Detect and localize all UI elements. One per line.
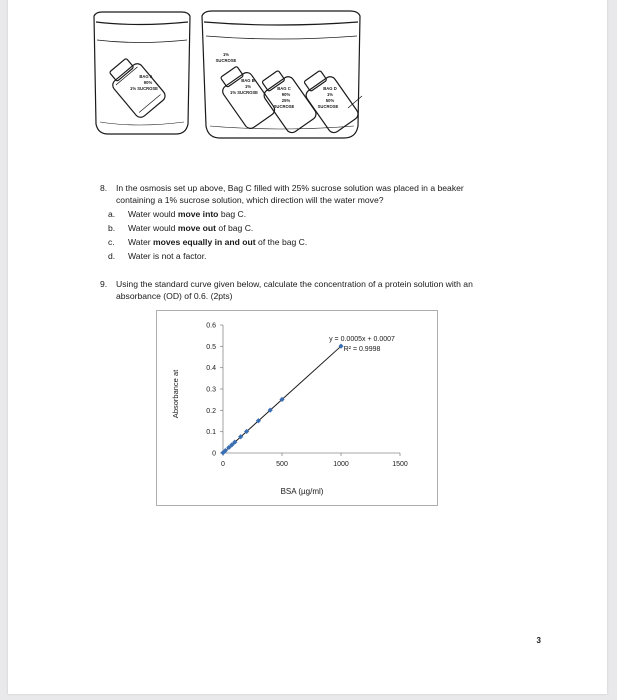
document-page <box>8 0 607 694</box>
x-tick-label: 0 <box>221 461 225 468</box>
trendline-r-squared: R² = 0.9998 <box>343 346 381 353</box>
x-tick-label: 1500 <box>392 461 408 468</box>
question-9-number: 9. <box>100 279 108 289</box>
y-tick-label: 0.6 <box>206 322 216 330</box>
bag-b-label-2: 1% <box>244 84 252 89</box>
bag-c-label-3: 25% <box>281 98 291 103</box>
question-9-line-1: Using the standard curve given below, calculate the concentration of a protein solution with an <box>116 279 473 289</box>
x-tick-label: 1000 <box>333 461 349 468</box>
question-8-option-a: a. Water would move into bag C. <box>108 209 247 219</box>
standard-curve-chart <box>156 310 438 506</box>
y-tick-label: 0.4 <box>206 365 216 373</box>
bag-b <box>215 62 277 131</box>
y-axis-label: Absorbance at <box>171 369 180 419</box>
question-9 <box>100 278 550 306</box>
question-8-line-2: containing a 1% sucrose solution, which direction will the water move? <box>116 195 384 205</box>
trendline-equation: y = 0.0005x + 0.0007 <box>329 336 395 343</box>
question-8-option-b: b. Water would move out of bag C. <box>108 223 254 233</box>
bag-b-label-1: BAG B <box>241 78 255 83</box>
y-tick-label: 0.2 <box>206 407 216 415</box>
question-8-stem <box>116 182 464 206</box>
x-axis-label: BSA (µg/ml) <box>280 487 324 496</box>
beaker-1 <box>94 12 190 134</box>
y-tick-label: 0.1 <box>206 429 216 437</box>
y-tick-label: 0.3 <box>206 386 216 394</box>
question-8-option-c: c. Water moves equally in and out of the bag C. <box>108 237 308 247</box>
bag-a-label-3: 1% SUCROSE <box>130 86 158 91</box>
bag-d-label-1: BAG D <box>323 86 337 91</box>
bag-d-label-4: SUCROSE <box>317 104 339 109</box>
page-number: 3 <box>536 636 541 645</box>
question-9-stem <box>116 278 473 302</box>
question-9-line-2: absorbance (OD) of 0.6. (2pts) <box>116 291 233 301</box>
bag-c-label-2: 90% <box>281 92 291 97</box>
osmosis-illustration <box>78 0 378 150</box>
y-tick-label: 0 <box>212 450 216 458</box>
beaker-2-label-1: 1% <box>222 52 230 57</box>
bag-c-label-4: SUCROSE <box>273 104 295 109</box>
beaker-2-label-2: SUCROSE <box>215 58 237 63</box>
bag-c-label-1: BAG C <box>277 86 291 91</box>
bag-a-label-2: 90% <box>143 80 153 85</box>
question-8-number: 8. <box>100 183 108 193</box>
bag-a-label-1: BAG A <box>139 74 153 79</box>
bag-d-label-2: 1% <box>326 92 334 97</box>
bag-d-label-3: 50% <box>325 98 335 103</box>
question-8-line-1: In the osmosis set up above, Bag C filled with 25% sucrose solution was placed in a beaker <box>116 183 464 193</box>
chart-frame <box>157 311 438 506</box>
bag-b-label-3: 1% SUCROSE <box>230 90 258 95</box>
x-tick-label: 500 <box>276 461 288 468</box>
question-8-option-d: d. Water is not a factor. <box>108 251 207 261</box>
question-8 <box>100 182 540 272</box>
y-tick-label: 0.5 <box>206 343 216 351</box>
